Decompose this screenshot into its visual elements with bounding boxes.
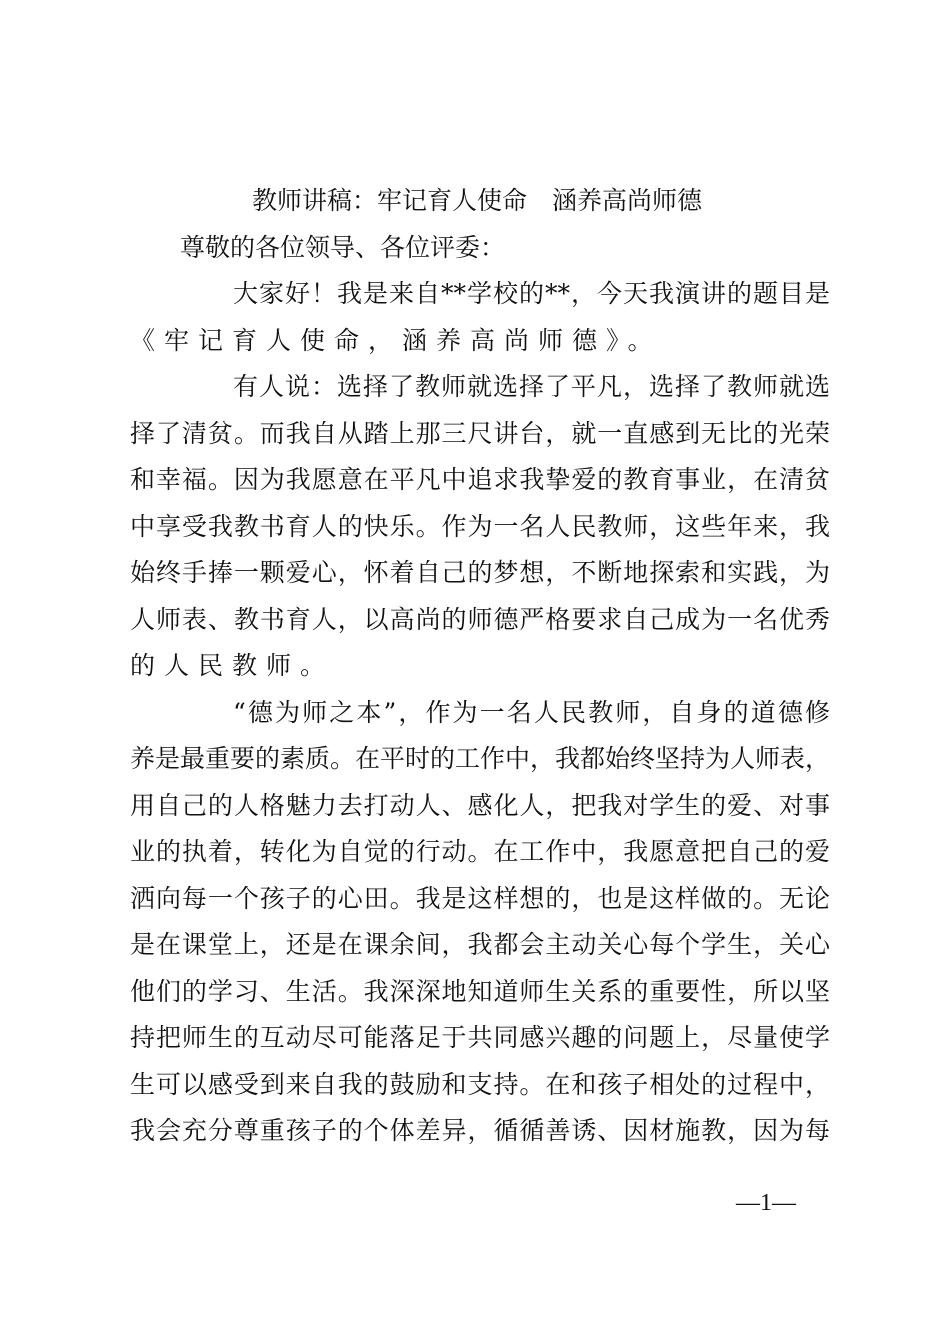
paragraph-3-line: “德为师之本”，作为一名人民教师，自身的道德修: [233, 697, 830, 727]
paragraph-3-line: 是在课堂上，还是在课余间，我都会主动关心每个学生，关心: [130, 930, 830, 959]
paragraph-3-line: 生可以感受到来自我的鼓励和支持。在和孩子相处的过程中，: [130, 1069, 830, 1099]
greeting: 尊敬的各位领导、各位评委：: [180, 232, 506, 262]
paragraph-3-line: 用自己的人格魅力去打动人、感化人，把我对学生的爱、对事: [130, 790, 830, 820]
paragraph-1-line: 大家好！我是来自**学校的**，今天我演讲的题目是: [233, 279, 830, 308]
paragraph-3-line: 业的执着，转化为自觉的行动。在工作中，我愿意把自己的爱: [130, 837, 830, 866]
paragraph-1-line: 《牢记育人使命，涵养高尚师德》。: [130, 325, 662, 355]
document-body: [130, 178, 830, 1155]
paragraph-2-line: 和幸福。因为我愿意在平凡中追求我挚爱的教育事业，在清贫: [130, 465, 830, 494]
paragraph-3-line: 持把师生的互动尽可能落足于共同感兴趣的问题上，尽量使学: [130, 1023, 830, 1052]
paragraph-2-line: 的人民教师。: [130, 651, 335, 680]
paragraph-3-line: 我会充分尊重孩子的个体差异，循循善诱、因材施教，因为每: [130, 1116, 830, 1145]
paragraph-2-line: 中享受我教书育人的快乐。作为一名人民教师，这些年来，我: [130, 511, 830, 541]
paragraph-3-line: 洒向每一个孩子的心田。我是这样想的，也是这样做的。无论: [130, 883, 830, 913]
paragraph-3-line: 他们的学习、生活。我深深地知道师生关系的重要性，所以坚: [130, 976, 830, 1006]
paragraph-2-line: 有人说：选择了教师就选择了平凡，选择了教师就选: [233, 372, 830, 401]
page-number: —1—: [736, 1190, 796, 1216]
paragraph-2-line: 始终手捧一颗爱心，怀着自己的梦想，不断地探索和实践，为: [130, 558, 830, 587]
document-title: 教师讲稿：牢记育人使命 涵养高尚师德: [252, 186, 703, 215]
paragraph-3-line: 养是最重要的素质。在平时的工作中，我都始终坚持为人师表，: [130, 744, 831, 773]
paragraph-2-line: 人师表、教书育人，以高尚的师德严格要求自己成为一名优秀: [130, 604, 830, 634]
paragraph-2-line: 择了清贫。而我自从踏上那三尺讲台，就一直感到无比的光荣: [130, 418, 830, 448]
